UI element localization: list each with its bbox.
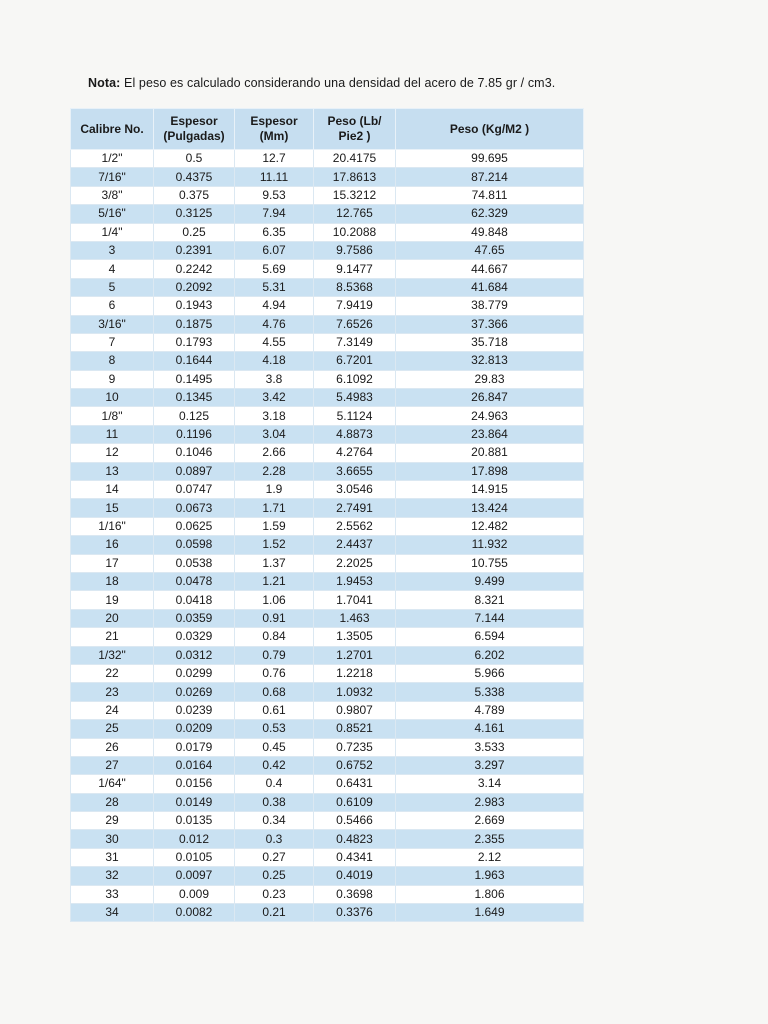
calibre-cell: 32 xyxy=(71,867,154,885)
table-row xyxy=(71,499,584,517)
peso-kg-cell: 13.424 xyxy=(396,499,584,517)
peso-kg-cell: 24.963 xyxy=(396,407,584,425)
peso-kg-cell: 17.898 xyxy=(396,462,584,480)
header-peso-lb-line2: Pie2 ) xyxy=(338,129,371,143)
peso-kg-cell: 74.811 xyxy=(396,186,584,204)
peso-kg-cell: 32.813 xyxy=(396,352,584,370)
peso-lb-cell: 0.3698 xyxy=(314,885,396,903)
table-row xyxy=(71,756,584,774)
peso-kg-cell: 10.755 xyxy=(396,554,584,572)
peso-lb-cell: 0.5466 xyxy=(314,812,396,830)
peso-kg-cell: 29.83 xyxy=(396,370,584,388)
espesor-mm-cell: 0.25 xyxy=(235,867,314,885)
calibre-cell: 30 xyxy=(71,830,154,848)
peso-kg-cell: 20.881 xyxy=(396,444,584,462)
table-header xyxy=(71,109,584,150)
table-row xyxy=(71,241,584,259)
calibre-cell: 25 xyxy=(71,720,154,738)
espesor-pulgadas-cell: 0.0179 xyxy=(154,738,235,756)
espesor-mm-cell: 3.18 xyxy=(235,407,314,425)
calibre-cell: 34 xyxy=(71,904,154,922)
calibre-cell: 3/8" xyxy=(71,186,154,204)
table-row xyxy=(71,168,584,186)
peso-kg-cell: 44.667 xyxy=(396,260,584,278)
header-peso-lb-line1: Peso (Lb/ xyxy=(327,114,382,128)
peso-lb-cell: 4.2764 xyxy=(314,444,396,462)
peso-kg-cell: 4.789 xyxy=(396,701,584,719)
espesor-pulgadas-cell: 0.0299 xyxy=(154,664,235,682)
table-row xyxy=(71,572,584,590)
gauge-table-container xyxy=(70,108,583,922)
peso-lb-cell: 2.7491 xyxy=(314,499,396,517)
header-calibre-label: Calibre No. xyxy=(80,121,144,136)
table-row xyxy=(71,352,584,370)
peso-lb-cell: 8.5368 xyxy=(314,278,396,296)
espesor-mm-cell: 6.07 xyxy=(235,241,314,259)
espesor-pulgadas-cell: 0.375 xyxy=(154,186,235,204)
espesor-pulgadas-cell: 0.3125 xyxy=(154,205,235,223)
calibre-cell: 12 xyxy=(71,444,154,462)
peso-kg-cell: 5.966 xyxy=(396,664,584,682)
table-row xyxy=(71,775,584,793)
espesor-mm-cell: 0.4 xyxy=(235,775,314,793)
table-row xyxy=(71,517,584,535)
calibre-cell: 9 xyxy=(71,370,154,388)
espesor-pulgadas-cell: 0.1644 xyxy=(154,352,235,370)
espesor-pulgadas-cell: 0.0418 xyxy=(154,591,235,609)
espesor-mm-cell: 0.34 xyxy=(235,812,314,830)
table-row xyxy=(71,444,584,462)
peso-lb-cell: 1.3505 xyxy=(314,628,396,646)
table-row xyxy=(71,904,584,922)
peso-lb-cell: 17.8613 xyxy=(314,168,396,186)
espesor-mm-cell: 3.8 xyxy=(235,370,314,388)
peso-kg-cell: 6.594 xyxy=(396,628,584,646)
peso-kg-cell: 2.355 xyxy=(396,830,584,848)
peso-kg-cell: 7.144 xyxy=(396,609,584,627)
peso-lb-cell: 0.9807 xyxy=(314,701,396,719)
table-row xyxy=(71,425,584,443)
table-row xyxy=(71,830,584,848)
peso-kg-cell: 11.932 xyxy=(396,536,584,554)
peso-kg-cell: 23.864 xyxy=(396,425,584,443)
espesor-mm-cell: 1.21 xyxy=(235,572,314,590)
espesor-pulgadas-cell: 0.2391 xyxy=(154,241,235,259)
espesor-pulgadas-cell: 0.1345 xyxy=(154,389,235,407)
espesor-pulgadas-cell: 0.0625 xyxy=(154,517,235,535)
header-calibre xyxy=(71,109,154,150)
peso-lb-cell: 1.2218 xyxy=(314,664,396,682)
calibre-cell: 17 xyxy=(71,554,154,572)
peso-lb-cell: 1.2701 xyxy=(314,646,396,664)
calibre-cell: 22 xyxy=(71,664,154,682)
calibre-cell: 20 xyxy=(71,609,154,627)
peso-lb-cell: 1.0932 xyxy=(314,683,396,701)
peso-kg-cell: 41.684 xyxy=(396,278,584,296)
calibre-cell: 1/32" xyxy=(71,646,154,664)
table-row xyxy=(71,628,584,646)
header-espesor-pulgadas-line2: (Pulgadas) xyxy=(163,129,225,143)
espesor-pulgadas-cell: 0.0105 xyxy=(154,848,235,866)
table-row xyxy=(71,738,584,756)
table-row xyxy=(71,407,584,425)
peso-lb-cell: 0.7235 xyxy=(314,738,396,756)
espesor-mm-cell: 0.76 xyxy=(235,664,314,682)
espesor-pulgadas-cell: 0.0239 xyxy=(154,701,235,719)
calibre-cell: 31 xyxy=(71,848,154,866)
espesor-pulgadas-cell: 0.0673 xyxy=(154,499,235,517)
table-row xyxy=(71,885,584,903)
espesor-pulgadas-cell: 0.009 xyxy=(154,885,235,903)
espesor-pulgadas-cell: 0.2242 xyxy=(154,260,235,278)
table-row xyxy=(71,646,584,664)
espesor-mm-cell: 0.38 xyxy=(235,793,314,811)
espesor-pulgadas-cell: 0.0269 xyxy=(154,683,235,701)
table-row xyxy=(71,205,584,223)
peso-kg-cell: 3.533 xyxy=(396,738,584,756)
peso-lb-cell: 0.4341 xyxy=(314,848,396,866)
calibre-cell: 5 xyxy=(71,278,154,296)
peso-kg-cell: 4.161 xyxy=(396,720,584,738)
table-row xyxy=(71,720,584,738)
table-row xyxy=(71,223,584,241)
espesor-pulgadas-cell: 0.25 xyxy=(154,223,235,241)
peso-kg-cell: 47.65 xyxy=(396,241,584,259)
espesor-pulgadas-cell: 0.0135 xyxy=(154,812,235,830)
peso-lb-cell: 7.9419 xyxy=(314,297,396,315)
espesor-pulgadas-cell: 0.0149 xyxy=(154,793,235,811)
calibre-cell: 21 xyxy=(71,628,154,646)
note-text: El peso es calculado considerando una densidad del acero de 7.85 gr / cm3. xyxy=(124,76,556,90)
peso-kg-cell: 6.202 xyxy=(396,646,584,664)
table-row xyxy=(71,664,584,682)
espesor-pulgadas-cell: 0.0164 xyxy=(154,756,235,774)
header-espesor-mm-line2: (Mm) xyxy=(259,129,289,143)
calibre-cell: 10 xyxy=(71,389,154,407)
espesor-mm-cell: 1.52 xyxy=(235,536,314,554)
peso-lb-cell: 2.5562 xyxy=(314,517,396,535)
peso-kg-cell: 62.329 xyxy=(396,205,584,223)
table-row xyxy=(71,370,584,388)
espesor-mm-cell: 0.61 xyxy=(235,701,314,719)
table-row xyxy=(71,867,584,885)
calibre-cell: 13 xyxy=(71,462,154,480)
espesor-mm-cell: 7.94 xyxy=(235,205,314,223)
calibre-cell: 14 xyxy=(71,481,154,499)
espesor-mm-cell: 0.68 xyxy=(235,683,314,701)
calibre-cell: 7/16" xyxy=(71,168,154,186)
table-row xyxy=(71,848,584,866)
espesor-pulgadas-cell: 0.1875 xyxy=(154,315,235,333)
peso-lb-cell: 9.7586 xyxy=(314,241,396,259)
espesor-pulgadas-cell: 0.0747 xyxy=(154,481,235,499)
calibre-cell: 18 xyxy=(71,572,154,590)
header-espesor-mm-line1: Espesor xyxy=(250,114,298,128)
espesor-pulgadas-cell: 0.0329 xyxy=(154,628,235,646)
peso-lb-cell: 0.6752 xyxy=(314,756,396,774)
table-row xyxy=(71,462,584,480)
calibre-cell: 11 xyxy=(71,425,154,443)
espesor-mm-cell: 3.04 xyxy=(235,425,314,443)
peso-kg-cell: 8.321 xyxy=(396,591,584,609)
calibre-cell: 6 xyxy=(71,297,154,315)
calibre-cell: 16 xyxy=(71,536,154,554)
peso-kg-cell: 99.695 xyxy=(396,150,584,168)
peso-kg-cell: 38.779 xyxy=(396,297,584,315)
espesor-mm-cell: 2.66 xyxy=(235,444,314,462)
espesor-pulgadas-cell: 0.2092 xyxy=(154,278,235,296)
peso-lb-cell: 3.0546 xyxy=(314,481,396,499)
calibre-cell: 28 xyxy=(71,793,154,811)
calibre-cell: 33 xyxy=(71,885,154,903)
peso-lb-cell: 20.4175 xyxy=(314,150,396,168)
peso-lb-cell: 0.4823 xyxy=(314,830,396,848)
peso-lb-cell: 2.4437 xyxy=(314,536,396,554)
table-row xyxy=(71,793,584,811)
calibre-cell: 1/2" xyxy=(71,150,154,168)
peso-lb-cell: 1.7041 xyxy=(314,591,396,609)
calibre-cell: 23 xyxy=(71,683,154,701)
espesor-mm-cell: 5.69 xyxy=(235,260,314,278)
table-row xyxy=(71,389,584,407)
table-row xyxy=(71,260,584,278)
table-row xyxy=(71,609,584,627)
espesor-mm-cell: 3.42 xyxy=(235,389,314,407)
peso-lb-cell: 15.3212 xyxy=(314,186,396,204)
espesor-pulgadas-cell: 0.5 xyxy=(154,150,235,168)
peso-kg-cell: 3.14 xyxy=(396,775,584,793)
calibre-cell: 1/64" xyxy=(71,775,154,793)
espesor-mm-cell: 4.76 xyxy=(235,315,314,333)
calibre-cell: 27 xyxy=(71,756,154,774)
espesor-mm-cell: 0.45 xyxy=(235,738,314,756)
espesor-mm-cell: 0.23 xyxy=(235,885,314,903)
peso-kg-cell: 1.963 xyxy=(396,867,584,885)
espesor-pulgadas-cell: 0.0538 xyxy=(154,554,235,572)
peso-lb-cell: 9.1477 xyxy=(314,260,396,278)
espesor-pulgadas-cell: 0.1943 xyxy=(154,297,235,315)
table-row xyxy=(71,812,584,830)
peso-lb-cell: 0.4019 xyxy=(314,867,396,885)
peso-lb-cell: 1.463 xyxy=(314,609,396,627)
table-row xyxy=(71,186,584,204)
peso-lb-cell: 6.1092 xyxy=(314,370,396,388)
peso-kg-cell: 2.12 xyxy=(396,848,584,866)
table-row xyxy=(71,333,584,351)
table-row xyxy=(71,150,584,168)
table-row xyxy=(71,481,584,499)
calibre-cell: 3/16" xyxy=(71,315,154,333)
espesor-mm-cell: 4.55 xyxy=(235,333,314,351)
calibre-cell: 26 xyxy=(71,738,154,756)
header-espesor-pulgadas xyxy=(154,109,235,150)
espesor-mm-cell: 2.28 xyxy=(235,462,314,480)
espesor-mm-cell: 0.27 xyxy=(235,848,314,866)
espesor-mm-cell: 0.3 xyxy=(235,830,314,848)
calibre-cell: 1/8" xyxy=(71,407,154,425)
espesor-pulgadas-cell: 0.1495 xyxy=(154,370,235,388)
peso-kg-cell: 87.214 xyxy=(396,168,584,186)
calibre-cell: 4 xyxy=(71,260,154,278)
table-row xyxy=(71,683,584,701)
espesor-pulgadas-cell: 0.4375 xyxy=(154,168,235,186)
peso-kg-cell: 9.499 xyxy=(396,572,584,590)
peso-kg-cell: 1.806 xyxy=(396,885,584,903)
peso-kg-cell: 3.297 xyxy=(396,756,584,774)
espesor-mm-cell: 6.35 xyxy=(235,223,314,241)
calibre-cell: 19 xyxy=(71,591,154,609)
peso-kg-cell: 5.338 xyxy=(396,683,584,701)
peso-lb-cell: 12.765 xyxy=(314,205,396,223)
peso-lb-cell: 1.9453 xyxy=(314,572,396,590)
calibre-cell: 1/4" xyxy=(71,223,154,241)
espesor-pulgadas-cell: 0.0478 xyxy=(154,572,235,590)
espesor-mm-cell: 0.84 xyxy=(235,628,314,646)
peso-kg-cell: 2.983 xyxy=(396,793,584,811)
calibre-cell: 15 xyxy=(71,499,154,517)
espesor-mm-cell: 0.53 xyxy=(235,720,314,738)
espesor-mm-cell: 0.21 xyxy=(235,904,314,922)
espesor-pulgadas-cell: 0.0097 xyxy=(154,867,235,885)
espesor-mm-cell: 0.91 xyxy=(235,609,314,627)
espesor-pulgadas-cell: 0.0209 xyxy=(154,720,235,738)
espesor-mm-cell: 1.06 xyxy=(235,591,314,609)
calibre-cell: 1/16" xyxy=(71,517,154,535)
peso-lb-cell: 10.2088 xyxy=(314,223,396,241)
header-espesor-mm xyxy=(235,109,314,150)
peso-lb-cell: 4.8873 xyxy=(314,425,396,443)
espesor-mm-cell: 5.31 xyxy=(235,278,314,296)
espesor-mm-cell: 1.59 xyxy=(235,517,314,535)
header-row xyxy=(71,109,584,150)
table-row xyxy=(71,297,584,315)
peso-kg-cell: 49.848 xyxy=(396,223,584,241)
calibre-cell: 8 xyxy=(71,352,154,370)
table-row xyxy=(71,315,584,333)
peso-lb-cell: 7.3149 xyxy=(314,333,396,351)
table-row xyxy=(71,536,584,554)
espesor-pulgadas-cell: 0.0598 xyxy=(154,536,235,554)
peso-lb-cell: 5.1124 xyxy=(314,407,396,425)
peso-kg-cell: 35.718 xyxy=(396,333,584,351)
espesor-pulgadas-cell: 0.0312 xyxy=(154,646,235,664)
peso-kg-cell: 2.669 xyxy=(396,812,584,830)
table-row xyxy=(71,591,584,609)
peso-lb-cell: 0.6431 xyxy=(314,775,396,793)
peso-lb-cell: 0.3376 xyxy=(314,904,396,922)
table-row xyxy=(71,554,584,572)
espesor-pulgadas-cell: 0.0156 xyxy=(154,775,235,793)
espesor-pulgadas-cell: 0.1046 xyxy=(154,444,235,462)
peso-kg-cell: 14.915 xyxy=(396,481,584,499)
header-espesor-pulgadas-line1: Espesor xyxy=(170,114,218,128)
peso-lb-cell: 7.6526 xyxy=(314,315,396,333)
peso-lb-cell: 6.7201 xyxy=(314,352,396,370)
header-peso-kg-label: Peso (Kg/M2 ) xyxy=(449,121,530,136)
espesor-mm-cell: 0.42 xyxy=(235,756,314,774)
espesor-mm-cell: 12.7 xyxy=(235,150,314,168)
espesor-mm-cell: 11.11 xyxy=(235,168,314,186)
espesor-mm-cell: 1.37 xyxy=(235,554,314,572)
table-row xyxy=(71,278,584,296)
peso-lb-cell: 0.6109 xyxy=(314,793,396,811)
peso-kg-cell: 1.649 xyxy=(396,904,584,922)
espesor-mm-cell: 1.71 xyxy=(235,499,314,517)
calibre-cell: 29 xyxy=(71,812,154,830)
peso-kg-cell: 12.482 xyxy=(396,517,584,535)
peso-lb-cell: 2.2025 xyxy=(314,554,396,572)
calibre-cell: 3 xyxy=(71,241,154,259)
espesor-pulgadas-cell: 0.0359 xyxy=(154,609,235,627)
table-body xyxy=(71,150,584,922)
gauge-weight-table xyxy=(70,108,584,922)
peso-lb-cell: 3.6655 xyxy=(314,462,396,480)
espesor-mm-cell: 4.94 xyxy=(235,297,314,315)
note-label: Nota: xyxy=(88,76,121,90)
header-peso-kg xyxy=(396,109,584,150)
espesor-mm-cell: 9.53 xyxy=(235,186,314,204)
espesor-pulgadas-cell: 0.1196 xyxy=(154,425,235,443)
espesor-mm-cell: 0.79 xyxy=(235,646,314,664)
peso-kg-cell: 26.847 xyxy=(396,389,584,407)
calibre-cell: 7 xyxy=(71,333,154,351)
peso-lb-cell: 0.8521 xyxy=(314,720,396,738)
calibre-cell: 5/16" xyxy=(71,205,154,223)
header-peso-lb xyxy=(314,109,396,150)
peso-kg-cell: 37.366 xyxy=(396,315,584,333)
peso-lb-cell: 5.4983 xyxy=(314,389,396,407)
espesor-pulgadas-cell: 0.125 xyxy=(154,407,235,425)
espesor-pulgadas-cell: 0.012 xyxy=(154,830,235,848)
espesor-pulgadas-cell: 0.0897 xyxy=(154,462,235,480)
calibre-cell: 24 xyxy=(71,701,154,719)
density-note xyxy=(88,76,555,90)
espesor-pulgadas-cell: 0.0082 xyxy=(154,904,235,922)
espesor-pulgadas-cell: 0.1793 xyxy=(154,333,235,351)
table-row xyxy=(71,701,584,719)
espesor-mm-cell: 1.9 xyxy=(235,481,314,499)
espesor-mm-cell: 4.18 xyxy=(235,352,314,370)
